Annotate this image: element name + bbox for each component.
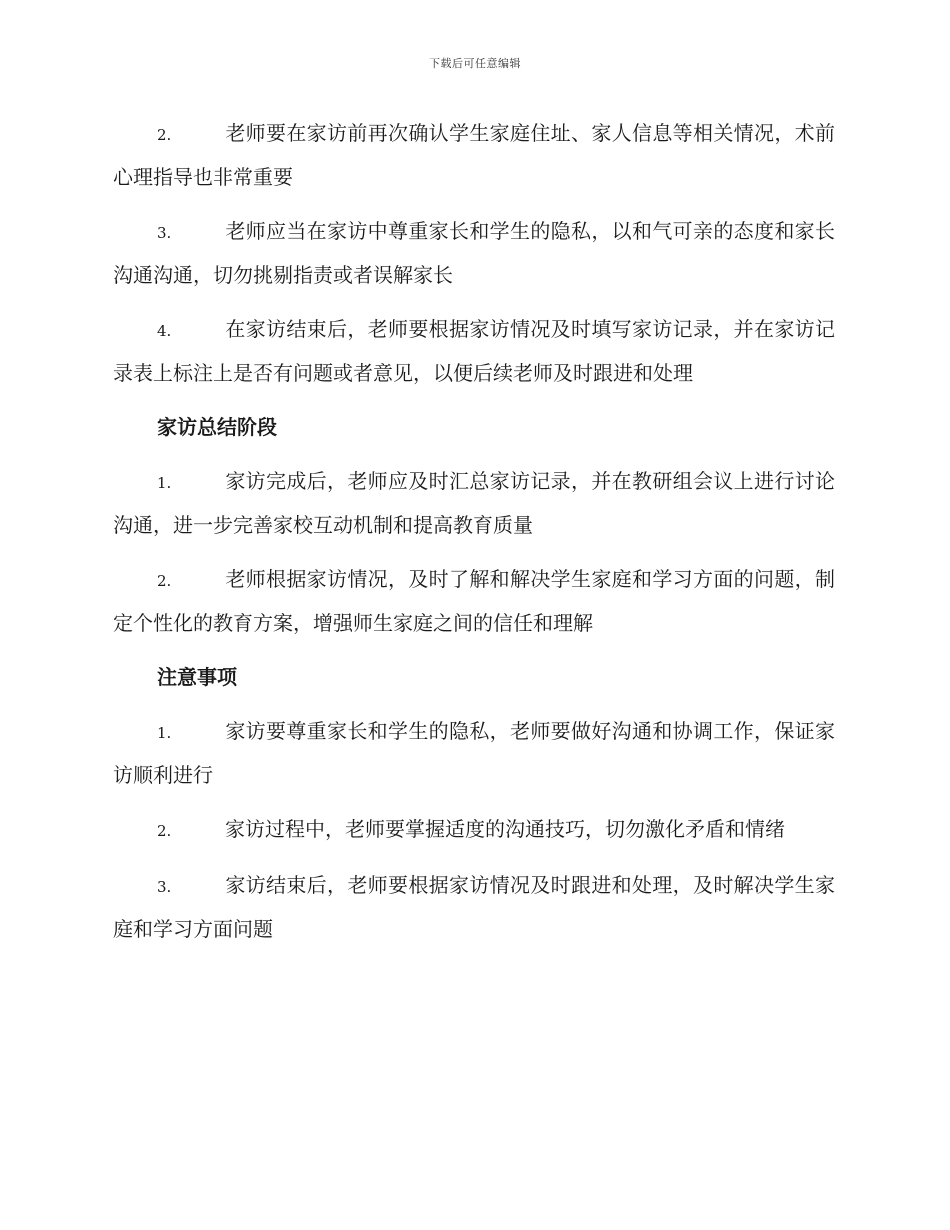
list-item [113,558,835,644]
item-number: 2. [157,126,172,144]
item-text: 老师根据家访情况，及时了解和解决学生家庭和学习方面的问题，制定个性化的教育方案，增强师生家庭之间的信任和理解 [113,567,835,635]
item-number: 4. [157,322,172,340]
item-text: 家访结束后，老师要根据家访情况及时跟进和处理，及时解决学生家庭和学习方面问题 [113,873,835,941]
list-item [113,112,835,198]
list-item [113,308,835,394]
item-number: 2. [157,572,172,590]
section-heading: 家访总结阶段 [157,415,277,439]
item-number: 3. [157,224,172,242]
item-text: 在家访结束后，老师要根据家访情况及时填写家访记录，并在家访记录表上标注上是否有问题或者意见，以便后续老师及时跟进和处理 [113,317,835,385]
item-number: 1. [157,474,172,492]
list-item [113,710,835,796]
item-text: 家访完成后，老师应及时汇总家访记录，并在教研组会议上进行讨论沟通，进一步完善家校互动机制和提高教育质量 [113,469,835,537]
item-text: 家访过程中，老师要掌握适度的沟通技巧，切勿激化矛盾和情绪 [225,817,785,841]
document-body [113,112,835,962]
list-item [113,808,835,852]
list-item [113,210,835,296]
list-item [113,460,835,546]
item-number: 1. [157,724,172,742]
item-number: 3. [157,878,172,896]
list-item [113,864,835,950]
item-text: 老师要在家访前再次确认学生家庭住址、家人信息等相关情况，术前心理指导也非常重要 [113,121,835,189]
item-text: 老师应当在家访中尊重家长和学生的隐私，以和气可亲的态度和家长沟通沟通，切勿挑剔指责或者误解家长 [113,219,835,287]
item-number: 2. [157,822,172,840]
header-note: 下载后可任意编辑 [429,57,521,70]
section-heading: 注意事项 [157,665,237,689]
item-text: 家访要尊重家长和学生的隐私，老师要做好沟通和协调工作，保证家访顺利进行 [113,719,835,787]
